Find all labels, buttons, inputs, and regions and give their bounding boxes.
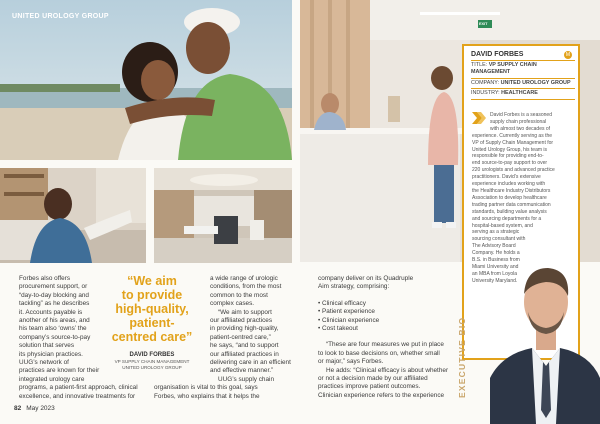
field-label: INDUSTRY: <box>471 90 500 96</box>
body-line: his team also ‘owns’ the <box>19 325 87 333</box>
bio-line: the Healthcare Industry Distributors <box>472 187 551 194</box>
bio-line: sourcing consultant with <box>472 236 526 243</box>
body-line: complex cases. <box>210 300 255 308</box>
field-value: UNITED UROLOGY GROUP <box>500 80 571 86</box>
body-line: Forbes also offers <box>19 275 71 282</box>
bio-line: standards, building value analysis <box>472 208 547 215</box>
bio-line: and sourcing departments for a <box>472 215 542 222</box>
bio-line: Association to develop healthcare <box>472 194 547 201</box>
bio-line: David Forbes is a seasoned <box>490 112 552 118</box>
body-line: patient-centred care,” <box>210 333 271 341</box>
body-line: UUG’s network of <box>19 359 69 367</box>
quote-line: centred care” <box>111 330 193 344</box>
list-item: • Patient experience <box>318 308 375 316</box>
body-line: excellence, and innovative treatments for <box>19 392 136 400</box>
bio-line: with almost two decades of <box>490 125 551 132</box>
chevron-right-icon <box>472 112 486 124</box>
body-line: “day-to-day blocking and <box>19 291 89 299</box>
quote-line: to provide <box>121 288 183 302</box>
bio-line: Company. He holds a <box>472 250 520 257</box>
body-line: conditions, from the most <box>210 283 282 291</box>
body-line: Aim strategy, comprising: <box>318 283 390 291</box>
role-line: UNITED UROLOGY GROUP <box>122 365 182 370</box>
body-line: solution that serves <box>19 342 75 350</box>
body-line: in providing high-quality, <box>210 325 279 333</box>
bio-line: responsible for providing end-to- <box>472 153 544 160</box>
body-line: integrated urology care <box>19 375 85 383</box>
bio-line: experience includes working with <box>472 181 546 188</box>
body-line: company’s source-to-pay <box>19 333 91 341</box>
body-line: organisation is vital to this goal, says <box>154 384 258 392</box>
divider <box>471 99 575 100</box>
divider <box>471 78 575 79</box>
bio-line: B.S. in Business from <box>472 257 520 264</box>
divider <box>471 88 575 89</box>
page-number: 82 <box>14 405 22 412</box>
body-line: He adds: “Clinical efficacy is about whether <box>326 366 449 374</box>
section-label: EXECUTIVE BIO <box>457 316 467 398</box>
body-line: delivering care in an efficient <box>210 359 291 367</box>
bio-line: trading partner data communication <box>472 201 551 208</box>
card-name: DAVID FORBES <box>471 51 524 58</box>
body-line: or major,” says Forbes. <box>318 358 384 366</box>
bio-line: United Urology Group, his team is <box>472 146 548 153</box>
column-3 <box>318 275 458 400</box>
card-industry-field <box>471 90 577 97</box>
bio-line: VP of Supply Chain Management for <box>472 139 554 146</box>
bio-line: experience. Currently serving as the <box>472 132 553 139</box>
quote-attribution-role <box>104 359 200 371</box>
executive-headshot <box>490 250 600 424</box>
office-man-photo <box>0 168 146 263</box>
exit-sign: EXIT <box>479 22 488 26</box>
body-line: tackling” as he describes <box>19 300 90 308</box>
bio-line: end source-to-pay support to over <box>472 160 548 167</box>
bio-line: Miami University and <box>472 263 519 270</box>
field-value: VP SUPPLY CHAIN MANAGEMENT <box>471 62 537 75</box>
quote-line: high-quality, <box>115 302 189 316</box>
body-line: he says, “and to support <box>210 342 279 350</box>
body-line: our affiliated practices <box>210 317 273 325</box>
strategy-list <box>318 300 458 334</box>
body-line: it. Accounts payable is <box>19 308 83 316</box>
body-line: “These are four measures we put in place <box>326 341 444 349</box>
divider <box>471 60 575 61</box>
column-2 <box>154 275 314 401</box>
body-line: a wide range of urologic <box>210 275 278 282</box>
body-line: our affiliated practices in <box>210 350 279 358</box>
body-line: and effective manner.” <box>210 367 274 375</box>
field-value: HEALTHCARE <box>501 90 538 96</box>
bio-line: practitioners. David’s extensive <box>472 174 541 181</box>
card-title-field <box>471 62 577 76</box>
quote-line: “We aim <box>127 274 177 288</box>
body-line: another of his areas, and <box>19 317 90 325</box>
body-line: to look to base decisions on, whether small <box>318 349 440 357</box>
body-line: or not a decision made by our affiliated <box>318 375 428 383</box>
role-line: VP SUPPLY CHAIN MANAGEMENT <box>114 359 190 364</box>
list-item: • Clinical efficacy <box>318 299 366 307</box>
clinic-room-photo <box>154 168 292 263</box>
magazine-badge-icon: M <box>565 52 571 58</box>
field-label: COMPANY: <box>471 80 500 86</box>
quote-attribution-name: DAVID FORBES <box>129 352 175 358</box>
bio-line: an MBA from Loyola <box>472 270 518 277</box>
couple-photo <box>0 0 292 160</box>
bio-line: University Maryland. <box>472 277 518 284</box>
bio-line: supply chain professional <box>490 118 547 125</box>
body-line: UUG’s supply chain <box>218 375 275 383</box>
body-line: Forbes, who explains that it helps the <box>154 392 260 400</box>
quote-line: patient- <box>129 316 175 330</box>
field-label: TITLE: <box>471 62 488 68</box>
body-line: practices are known for their <box>19 367 100 375</box>
body-line: “We aim to support <box>218 308 272 316</box>
page-footer <box>14 405 55 412</box>
body-line: company deliver on its Quadruple <box>318 275 414 282</box>
list-item: • Clinician experience <box>318 316 380 324</box>
column-1 <box>19 275 138 401</box>
bio-line: serving as a strategic <box>472 229 520 236</box>
bio-line: The Advisory Board <box>472 243 516 250</box>
body-line: programs, a patient-first approach, clinical <box>19 384 138 392</box>
body-line: its physician practices. <box>19 350 83 358</box>
body-line: Clinician experience refers to the experience <box>318 391 445 399</box>
card-company-field <box>471 80 577 87</box>
body-line: procurement support, or <box>19 283 88 291</box>
bio-line: 220 urologists and advanced practice <box>472 167 555 174</box>
issue-date: May 2023 <box>26 405 55 412</box>
body-line: common to the most <box>210 291 268 299</box>
pull-quote <box>104 274 200 344</box>
list-item: • Cost takeout <box>318 325 358 333</box>
brand-label: UNITED UROLOGY GROUP <box>12 13 109 20</box>
bio-line: hospital-based system, and <box>472 222 533 229</box>
body-line: practices improve patient outcomes. <box>318 383 421 391</box>
